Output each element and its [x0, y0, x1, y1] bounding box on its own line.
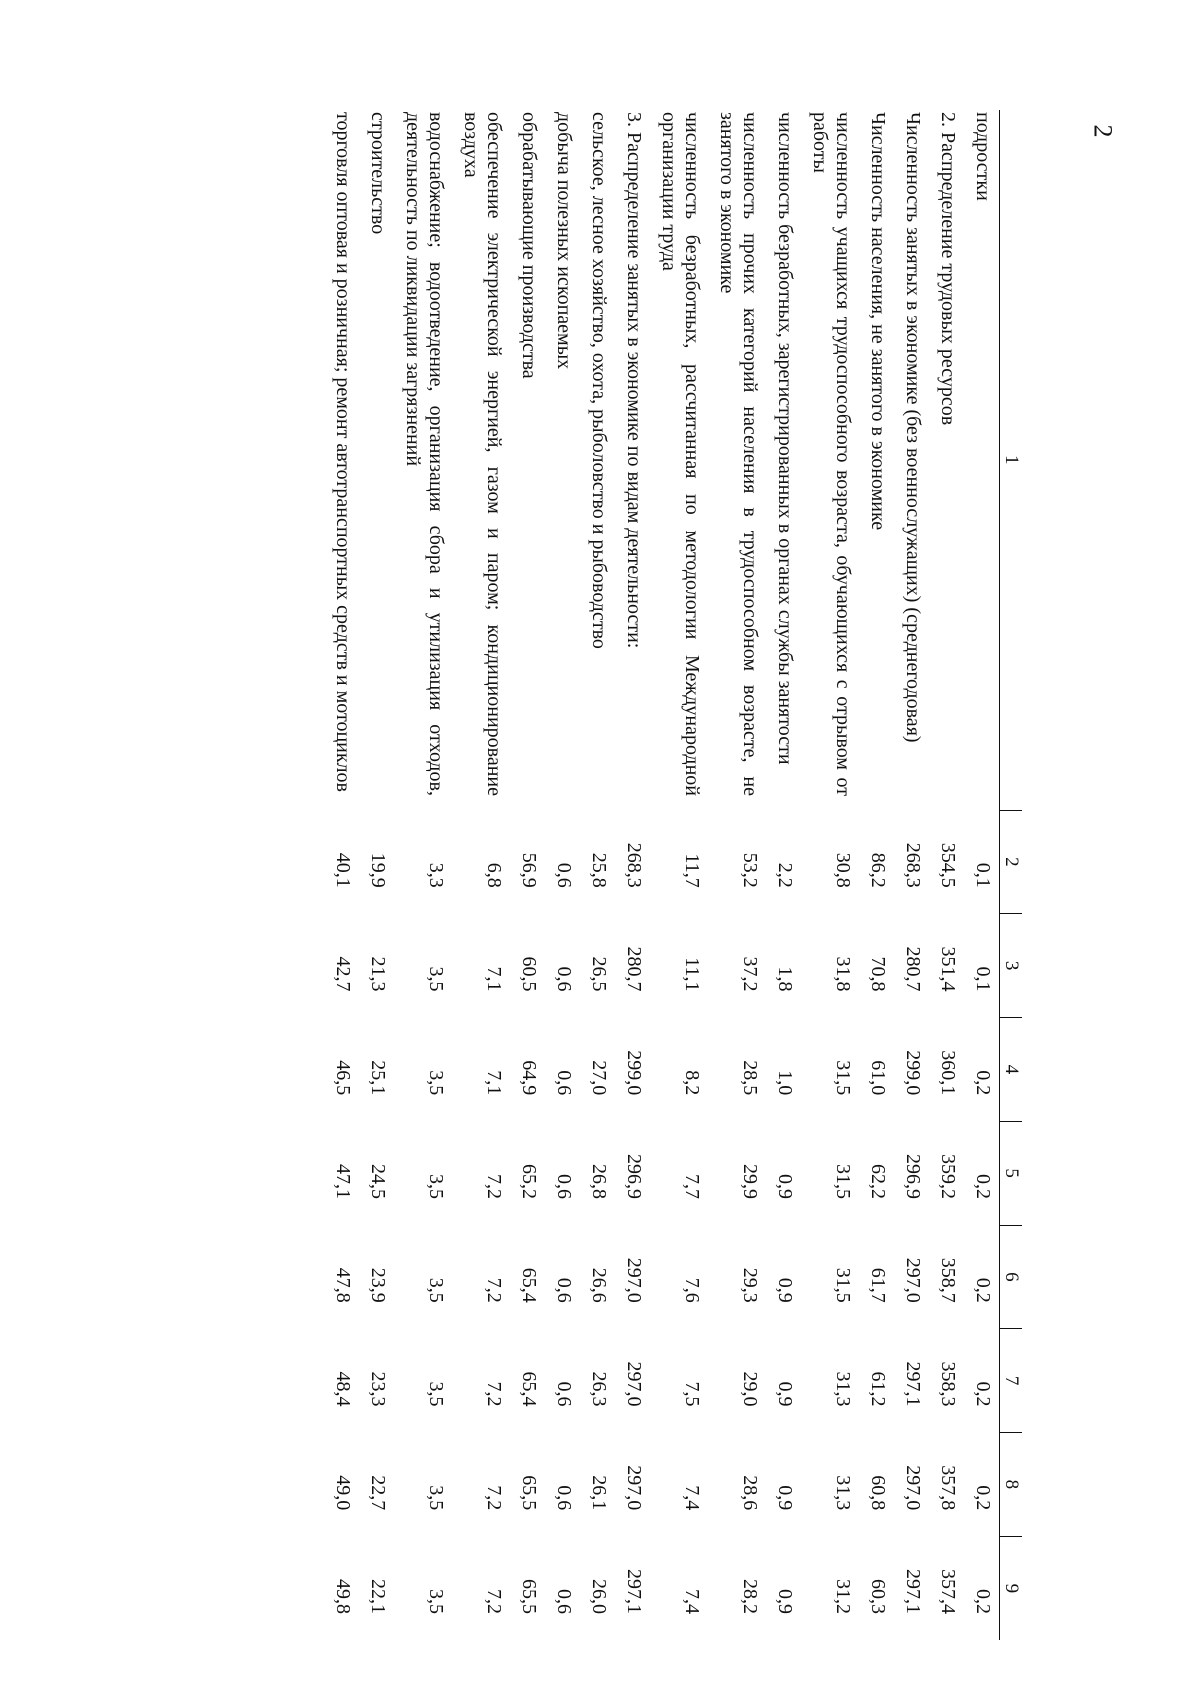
table-cell: 60,3: [867, 1579, 889, 1614]
row-label: сельское, лесное хозяйство, охота, рыболовство и рыбоводство: [588, 112, 610, 649]
table-row: [452, 110, 510, 1640]
table-cell: 48,4: [332, 1371, 354, 1407]
table-cell: 30,8: [832, 852, 854, 888]
table-cell: 31,5: [832, 1267, 854, 1303]
row-label: торговля оптовая и розничная; ремонт автотранспортных средств и мотоциклов: [332, 112, 354, 792]
table-cell: 47,1: [332, 1164, 354, 1199]
table-cell: 7,4: [681, 1485, 703, 1511]
table-row: [929, 110, 964, 1640]
table-cell: 3,5: [425, 1485, 447, 1511]
table-cell: 25,1: [367, 1060, 389, 1096]
table-cell: 268,3: [902, 842, 924, 888]
table-cell: 65,2: [518, 1164, 540, 1199]
table-cell: 86,2: [867, 852, 889, 888]
labor-resources-table: [324, 110, 1022, 1640]
table-cell: 28,5: [739, 1060, 761, 1096]
row-label: численность безработных, рассчитанная по методологии Международной организации труда: [658, 112, 703, 796]
table-row: [894, 110, 929, 1640]
table-cell: 299,0: [623, 1050, 645, 1096]
table-cell: 26,3: [588, 1371, 610, 1407]
table-cell: 64,9: [518, 1060, 540, 1096]
table-cell: 53,2: [739, 852, 761, 888]
column-header: 9: [1000, 1536, 1023, 1640]
table-cell: 3,5: [425, 1381, 447, 1407]
table-cell: 61,0: [867, 1060, 889, 1096]
row-label: обрабатывающие производства: [518, 112, 540, 379]
table-row: [859, 110, 894, 1640]
table-cell: 46,5: [332, 1060, 354, 1096]
table-cell: 297,1: [902, 1361, 924, 1407]
table-cell: 0,9: [774, 1589, 796, 1614]
table-cell: 0,6: [553, 862, 575, 888]
table-cell: 0,9: [774, 1277, 796, 1303]
table-cell: 65,5: [518, 1475, 540, 1511]
column-header: 5: [1000, 1121, 1023, 1225]
table-cell: 357,4: [937, 1569, 959, 1614]
table-cell: 56,9: [518, 852, 540, 888]
row-label: Численность занятых в экономике (без военнослужащих) (среднегодовая): [902, 112, 924, 743]
table-cell: 65,4: [518, 1267, 540, 1303]
table-header-row: [1000, 110, 1023, 1640]
table-cell: 299,0: [902, 1050, 924, 1096]
table-cell: 47,8: [332, 1267, 354, 1303]
table-cell: 3,5: [425, 1589, 447, 1614]
table-cell: 31,3: [832, 1475, 854, 1511]
table-cell: 0,6: [553, 1381, 575, 1407]
table-cell: 31,2: [832, 1579, 854, 1614]
row-label: обеспечение электрической энергией, газом и паром; кондиционирование воздуха: [460, 112, 505, 796]
table-cell: 0,9: [774, 1381, 796, 1407]
table-cell: 0,6: [553, 1485, 575, 1511]
table-cell: 357,8: [937, 1465, 959, 1511]
table-cell: 26,6: [588, 1267, 610, 1303]
table-cell: 23,3: [367, 1371, 389, 1407]
table-cell: 297,0: [902, 1257, 924, 1303]
table-row: [510, 110, 545, 1640]
table-cell: 3,5: [425, 1174, 447, 1199]
table-cell: 296,9: [902, 1154, 924, 1199]
table-cell: 280,7: [902, 946, 924, 992]
table-cell: 22,7: [367, 1475, 389, 1511]
table-cell: 0,1: [972, 966, 994, 992]
table-cell: 29,9: [739, 1164, 761, 1199]
table-row: [324, 110, 359, 1640]
table-body: [324, 110, 1000, 1640]
table-cell: 31,8: [832, 956, 854, 992]
table-cell: 3,5: [425, 1070, 447, 1096]
table-cell: 7,7: [681, 1174, 703, 1199]
table-cell: 0,2: [972, 1589, 994, 1614]
table-cell: 7,6: [681, 1277, 703, 1303]
table-cell: 7,5: [681, 1381, 703, 1407]
table-cell: 65,5: [518, 1579, 540, 1614]
table-row: [359, 110, 394, 1640]
table-cell: 26,0: [588, 1579, 610, 1614]
table-cell: 280,7: [623, 946, 645, 992]
row-label: добыча полезных ископаемых: [553, 112, 575, 370]
table-cell: 0,1: [972, 862, 994, 888]
table-cell: 0,2: [972, 1277, 994, 1303]
table-row: [545, 110, 580, 1640]
table-cell: 0,6: [553, 1277, 575, 1303]
table-cell: 297,0: [623, 1361, 645, 1407]
table-cell: 7,2: [483, 1589, 505, 1614]
table-cell: 7,4: [681, 1589, 703, 1614]
rotated-table-container: [202, 110, 1022, 1640]
table-cell: 25,8: [588, 852, 610, 888]
table-cell: 24,5: [367, 1164, 389, 1199]
table-cell: 11,1: [681, 957, 703, 992]
table-cell: 26,8: [588, 1164, 610, 1199]
row-label: численность прочих категорий населения в трудоспособном возрасте, не занятого в экономике: [716, 112, 761, 796]
table-cell: 359,2: [937, 1154, 959, 1199]
table-cell: 2,2: [774, 862, 796, 888]
row-label: 3. Распределение занятых в экономике по видам деятельности:: [623, 112, 645, 649]
table-cell: 42,7: [332, 956, 354, 992]
table-cell: 31,5: [832, 1164, 854, 1199]
table-cell: 70,8: [867, 956, 889, 992]
table-cell: 26,5: [588, 956, 610, 992]
column-header: 6: [1000, 1225, 1023, 1329]
table-cell: 297,0: [623, 1257, 645, 1303]
table-row: [394, 110, 452, 1640]
table-row: [708, 110, 766, 1640]
table-cell: 65,4: [518, 1371, 540, 1407]
table-cell: 297,1: [623, 1569, 645, 1614]
row-label: подростки: [972, 112, 994, 201]
table-cell: 268,3: [623, 842, 645, 888]
table-cell: 297,1: [902, 1569, 924, 1614]
table-cell: 297,0: [623, 1465, 645, 1511]
page-number: 2: [1088, 124, 1118, 138]
table-cell: 31,5: [832, 1060, 854, 1096]
column-header: 3: [1000, 914, 1023, 1018]
table-cell: 358,7: [937, 1257, 959, 1303]
table-row: [801, 110, 859, 1640]
table-cell: 1,8: [774, 966, 796, 992]
table-cell: 61,7: [867, 1267, 889, 1303]
table-cell: 19,9: [367, 852, 389, 888]
table-cell: 358,3: [937, 1361, 959, 1407]
table-cell: 3,5: [425, 966, 447, 992]
table-cell: 22,1: [367, 1579, 389, 1614]
table-cell: 60,8: [867, 1475, 889, 1511]
table-cell: 354,5: [937, 842, 959, 888]
table-cell: 3,5: [425, 1277, 447, 1303]
column-header: 1: [1000, 110, 1023, 810]
table-cell: 6,8: [483, 862, 505, 888]
table-cell: 0,2: [972, 1485, 994, 1511]
table-cell: 0,6: [553, 966, 575, 992]
table-cell: 360,1: [937, 1050, 959, 1096]
table-cell: 3,3: [425, 862, 447, 888]
table-cell: 61,2: [867, 1371, 889, 1407]
table-cell: 296,9: [623, 1154, 645, 1199]
table-cell: 62,2: [867, 1164, 889, 1199]
table-cell: 0,9: [774, 1485, 796, 1511]
row-label: строительство: [367, 112, 389, 235]
table-cell: 0,2: [972, 1381, 994, 1407]
row-label: водоснабжение; водоотведение, организация сбора и утилизация отходов, деятельность по ликвидации загрязнений: [402, 112, 447, 796]
column-header: 2: [1000, 810, 1023, 914]
table-cell: 7,1: [483, 966, 505, 992]
table-row: [580, 110, 615, 1640]
table-cell: 27,0: [588, 1060, 610, 1096]
row-label: 2. Распределение трудовых ресурсов: [937, 112, 959, 426]
table-cell: 37,2: [739, 956, 761, 992]
table-cell: 1,0: [774, 1070, 796, 1096]
table-cell: 0,2: [972, 1174, 994, 1199]
table-row: [964, 110, 1000, 1640]
table-row: [766, 110, 801, 1640]
row-label: численность учащихся трудоспособного возраста, обучающихся с отрывом от работы: [809, 112, 854, 796]
table-cell: 0,6: [553, 1070, 575, 1096]
table-cell: 28,2: [739, 1579, 761, 1614]
table-cell: 351,4: [937, 946, 959, 992]
table-cell: 0,6: [553, 1174, 575, 1199]
column-header: 8: [1000, 1433, 1023, 1537]
table-cell: 0,2: [972, 1070, 994, 1096]
table-cell: 0,6: [553, 1589, 575, 1614]
table-cell: 26,1: [588, 1475, 610, 1511]
table-cell: 40,1: [332, 852, 354, 888]
table-cell: 7,2: [483, 1485, 505, 1511]
table-row: [650, 110, 708, 1640]
row-label: численность безработных, зарегистрированных в органах службы занятости: [774, 112, 796, 765]
table-cell: 29,0: [739, 1371, 761, 1407]
table-cell: 28,6: [739, 1475, 761, 1511]
table-cell: 7,1: [483, 1070, 505, 1096]
table-cell: 297,0: [902, 1465, 924, 1511]
table-cell: 31,3: [832, 1371, 854, 1407]
table-cell: 0,9: [774, 1174, 796, 1199]
table-cell: 49,8: [332, 1579, 354, 1614]
table-cell: 11,7: [681, 853, 703, 888]
table-row: [615, 110, 650, 1640]
table-cell: 49,0: [332, 1475, 354, 1511]
column-header: 4: [1000, 1018, 1023, 1122]
table-cell: 23,9: [367, 1267, 389, 1303]
column-header: 7: [1000, 1329, 1023, 1433]
table-cell: 29,3: [739, 1267, 761, 1303]
table-cell: 7,2: [483, 1277, 505, 1303]
table-cell: 7,2: [483, 1174, 505, 1199]
table-cell: 60,5: [518, 956, 540, 992]
table-cell: 8,2: [681, 1070, 703, 1096]
table-cell: 21,3: [367, 956, 389, 992]
row-label: Численность населения, не занятого в экономике: [867, 112, 889, 531]
table-cell: 7,2: [483, 1381, 505, 1407]
